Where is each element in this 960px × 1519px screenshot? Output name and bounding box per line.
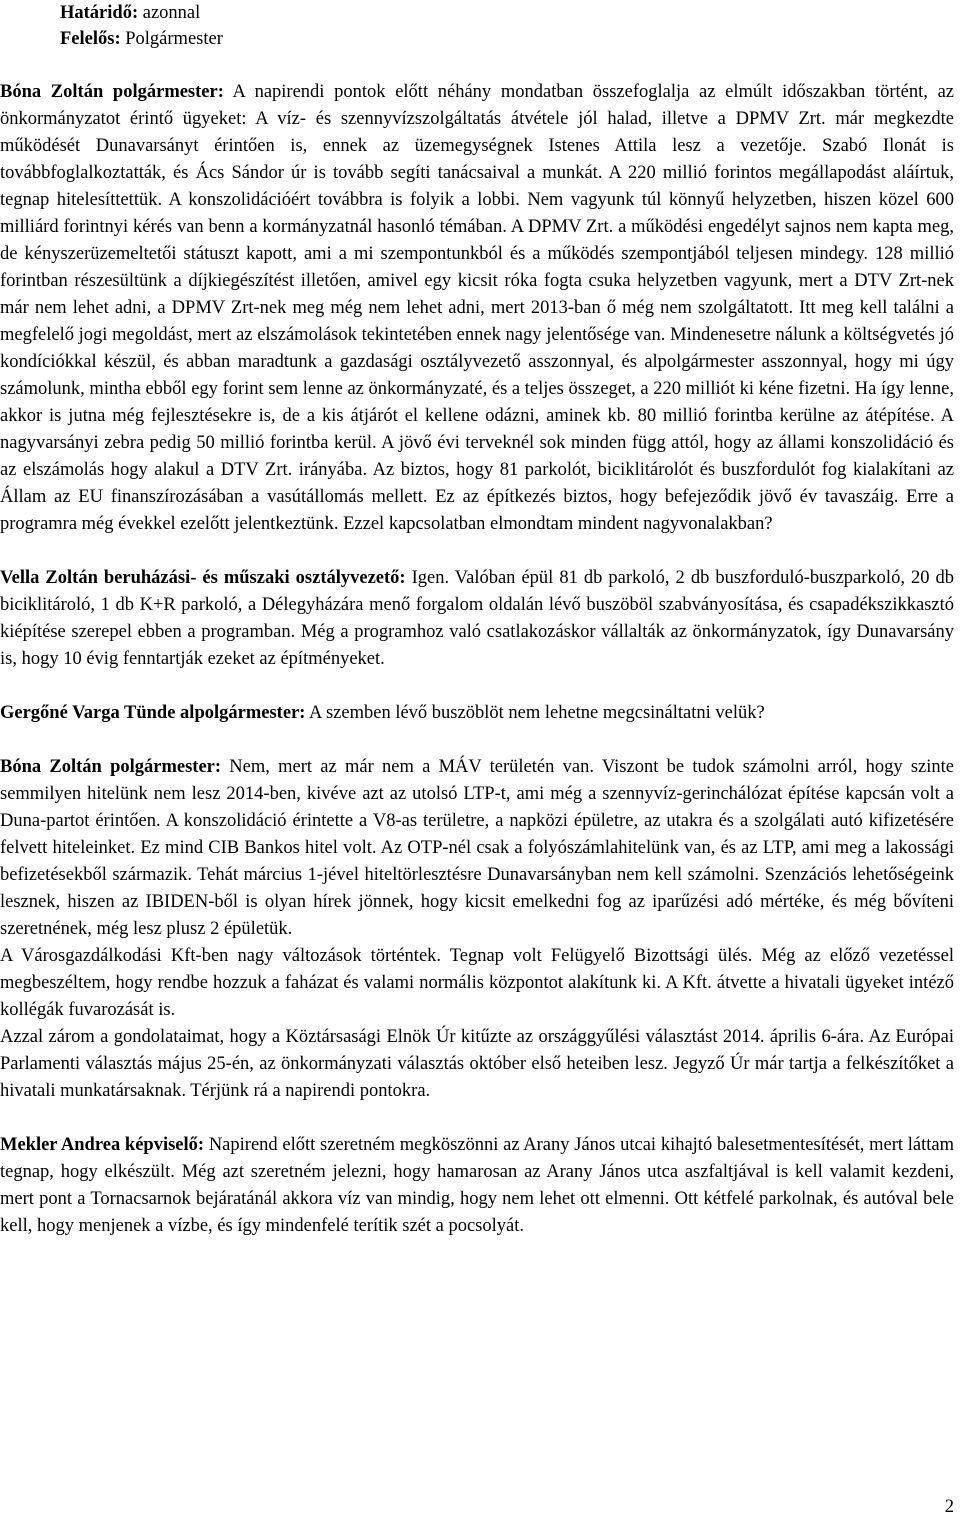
speaker-name: Vella Zoltán beruházási- és műszaki osztályvezető: (0, 568, 406, 588)
paragraph-gergone (0, 700, 954, 727)
paragraph-text: Nem, mert az már nem a MÁV területén van. Viszont be tudok számolni arról, hogy szinte semmilyen hitelünk nem lesz 2014-ben, kivéve azt az utolsó LTP-t, ami még a szennyvíz-gerinchálózat építése kapcsán volt a Duna-partot érintően. A konszolidáció érintette a V8-as területre, a napközi épületre, az utakra és a szolgálati autó kifizetésére felvett hiteleinket. Ez mind CIB Bankos hitel volt. Az OTP-nél csak a folyószámlahitelünk van, és az LTP, ami meg a lakossági befizetésekből származik. Tehát március 1-jével hiteltörlesztésre Dunavarsányban nem kell számolni. Szenzációs lehetőségeink lesznek, hiszen az IBIDEN-ből is olyan hírek jönnek, hogy kicsit emelkedni fog az iparűzési adó mértéke, és még bővíteni szeretnének, még lesz plusz 2 épületük. (0, 757, 954, 939)
deadline-label: Határidő: (60, 3, 139, 23)
paragraph-text: A szemben lévő buszöblöt nem lehetne megcsináltatni velük? (305, 703, 765, 723)
header-block (60, 0, 954, 52)
paragraph-mekler (0, 1132, 954, 1240)
paragraph-bona-1 (0, 79, 954, 538)
speaker-name: Mekler Andrea képviselő: (0, 1135, 205, 1155)
paragraph-bona-2 (0, 754, 954, 943)
responsible-value: Polgármester (120, 29, 223, 49)
responsible-label: Felelős: (60, 29, 121, 49)
paragraph-vella (0, 565, 954, 673)
speaker-name: Gergőné Varga Tünde alpolgármester: (0, 703, 306, 723)
paragraph-bona-2-continuation: A Városgazdálkodási Kft-ben nagy változások történtek. Tegnap volt Felügyelő Bizottsági ülés. Még az előző vezetéssel megbeszéltem, hogy rendbe hozzuk a faházat és valami normális központot alakítunk ki. A Kft. átvette a hivatali ügyeket intéző kollégák fuvarozását is. (0, 946, 954, 1020)
paragraph-text: Napirend előtt szeretném megköszönni az Arany János utcai kihajtó balesetmentesítését, mert láttam tegnap, hogy elkészült. Még azt szeretném jelezni, hogy hamarosan az Arany János utca aszfaltjával is kell valamit kezdeni, mert pont a Tornacsarnok bejáratánál akkora víz van mindig, hogy nem lehet ott elmenni. Ott kétfelé parkolnak, és autóval bele kell, hogy menjenek a vízbe, és így mindenfelé terítik szét a pocsolyát. (0, 1135, 954, 1236)
paragraph-text: A napirendi pontok előtt néhány mondatban összefoglalja az elmúlt időszakban történt, az önkormányzatot érintő ügyeket: A víz- és szennyvízszolgáltatás átvétele jól halad, illetve a DPMV Zrt. már megkezdte működését Dunavarsányt érintően is, ennek az üzemegységnek Istenes Attila lesz a vezetője. Szabó Ilonát is továbbfoglalkoztatták, és Ács Sándor úr is tovább segíti tanácsaival a munkát. A 220 millió forintos megállapodást aláírtuk, tegnap hitelesíttettük. A konszolidációért továbbra is folyik a lobbi. Nem vagyunk túl könnyű helyzetben, hiszen közel 600 milliárd forintnyi kérés van benn a kormányzatnál hasonló témában. A DPMV Zrt. a működési engedélyt sajnos nem kapta meg, de kényszerüzemeltetői státuszt kapott, ami a mi szempontunkból és a működés szempontjából teljesen mindegy. 128 millió forintban részesültünk a díjkiegészítést illetően, amivel egy kicsit róka fogta csuka helyzetben vagyunk, mert a DTV Zrt-nek már nem lehet adni, a DPMV Zrt-nek meg még nem lehet adni, mert 2013-ban ő még nem szolgáltatott. Itt meg kell találni a megfelelő jogi megoldást, mert az elszámolások tekintetében ennek nagy jelentősége van. Mindenesetre nálunk a költségvetés jó kondíciókkal készül, és abban maradtunk a gazdasági osztályvezető asszonnyal, és alpolgármester asszonnyal, hogy mi úgy számolunk, mintha ebből egy forint sem lenne az önkormányzaté, és a teljes összeget, a 220 milliót ki kéne fizetni. Ha így lenne, akkor is jutna még fejlesztésekre is, de a kis átjárót el kellene odázni, aminek kb. 80 millió forintba kerülne az átépítése. A nagyvarsányi zebra pedig 50 millió forintba kerül. A jövő évi terveknél sok minden függ attól, hogy az állami konszolidáció és az elszámolás hogy alakul a DTV Zrt. irányába. Az biztos, hogy 81 parkolót, biciklitárolót és buszfordulót fog kialakítani az Állam az EU finanszírozásában a vasútállomás mellett. Ez az építkezés biztos, hogy befejeződik jövő év tavaszáig. Erre a programra még évekkel ezelőtt jelentkeztünk. Ezzel kapcsolatban elmondtam mindent nagyvonalakban? (0, 82, 955, 534)
responsible-line (60, 26, 954, 52)
speaker-name: Bóna Zoltán polgármester: (0, 757, 222, 777)
speaker-name: Bóna Zoltán polgármester: (0, 82, 224, 102)
deadline-line (60, 0, 954, 26)
deadline-value: azonnal (138, 3, 201, 23)
paragraph-bona-2-continuation: Azzal zárom a gondolataimat, hogy a Köztársasági Elnök Úr kitűzte az országgyűlési választást 2014. április 6-ára. Az Európai Parlamenti választás május 25-én, az önkormányzati választás október első heteiben lesz. Jegyző Úr már tartja a felkészítőket a hivatali munkatársaknak. Térjünk rá a napirendi pontokra. (0, 1027, 954, 1101)
paragraph-text: Igen. Valóban épül 81 db parkoló, 2 db buszforduló-buszparkoló, 20 db biciklitároló, 1 db K+R parkoló, a Délegyházára menő forgalom oldalán lévő buszöböl szabványosítása, és csapadékszikkasztó kiépítése szerepel ebben a programban. Még a programhoz való csatlakozáskor vállalták az önkormányzatok, így Dunavarsány is, hogy 10 évig fenntartják ezeket az építményeket. (0, 568, 954, 669)
page-number: 2 (944, 1497, 954, 1517)
